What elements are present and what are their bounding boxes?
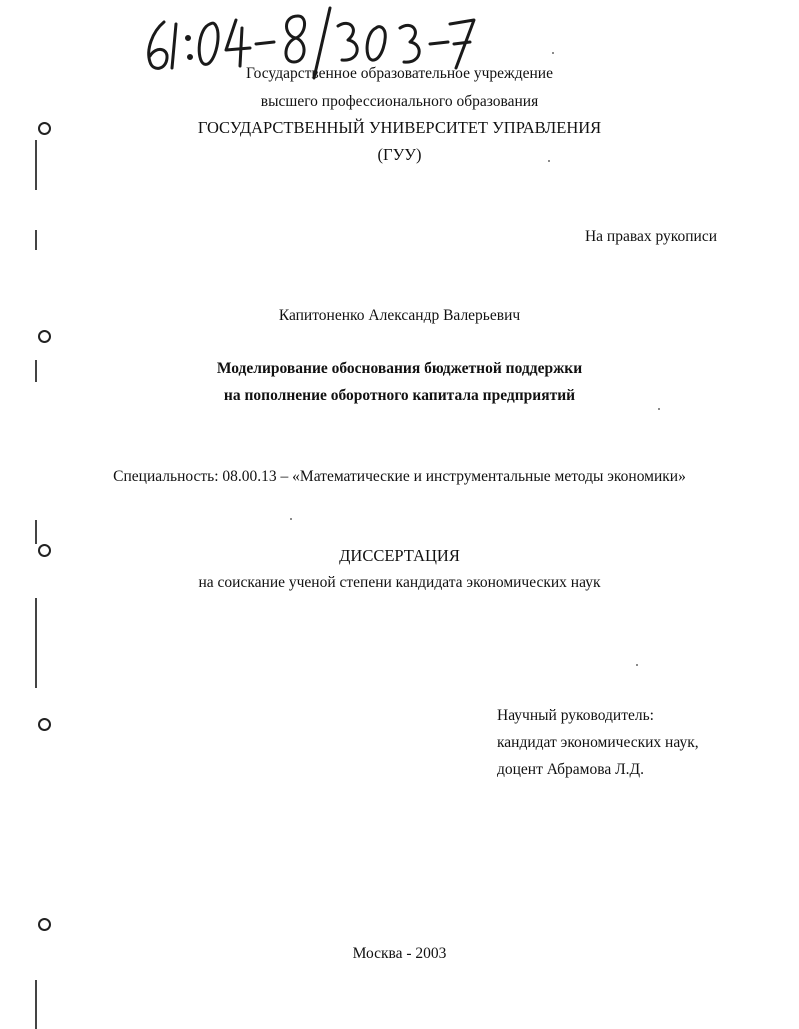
supervisor-label: Научный руководитель:	[497, 707, 654, 724]
binder-hole	[38, 918, 51, 931]
university-abbreviation: (ГУУ)	[377, 145, 422, 164]
author-name: Капитоненко Александр Валерьевич	[278, 307, 521, 324]
dissertation-title-line-2: на пополнение оборотного капитала предприятий	[223, 387, 576, 404]
binder-hole	[38, 330, 51, 343]
scan-edge-line	[35, 980, 37, 1029]
scan-speck	[636, 664, 638, 666]
specialty-line: Специальность: 08.00.13 – «Математические и инструментальные методы экономики»	[113, 468, 686, 485]
scan-speck	[290, 518, 292, 520]
degree-purpose-line: на соискание ученой степени кандидата экономических наук	[198, 574, 601, 591]
supervisor-name: доцент Абрамова Л.Д.	[497, 761, 644, 778]
binder-hole	[38, 718, 51, 731]
scan-speck	[658, 408, 660, 410]
supervisor-degree: кандидат экономических наук,	[497, 734, 699, 751]
header-line-education: высшего профессионального образования	[260, 93, 539, 110]
scan-edge-line	[35, 230, 37, 250]
scan-speck	[552, 52, 554, 54]
scan-edge-line	[35, 598, 37, 688]
manuscript-rights-note: На правах рукописи	[584, 228, 717, 245]
scan-edge-line	[35, 520, 37, 544]
university-name: ГОСУДАРСТВЕННЫЙ УНИВЕРСИТЕТ УПРАВЛЕНИЯ	[197, 118, 602, 137]
dissertation-title-line-1: Моделирование обоснования бюджетной поддержки	[216, 360, 583, 377]
dissertation-heading: ДИССЕРТАЦИЯ	[339, 546, 460, 565]
header-line-institution: Государственное образовательное учреждение	[246, 65, 553, 82]
city-and-year: Москва - 2003	[352, 945, 447, 962]
